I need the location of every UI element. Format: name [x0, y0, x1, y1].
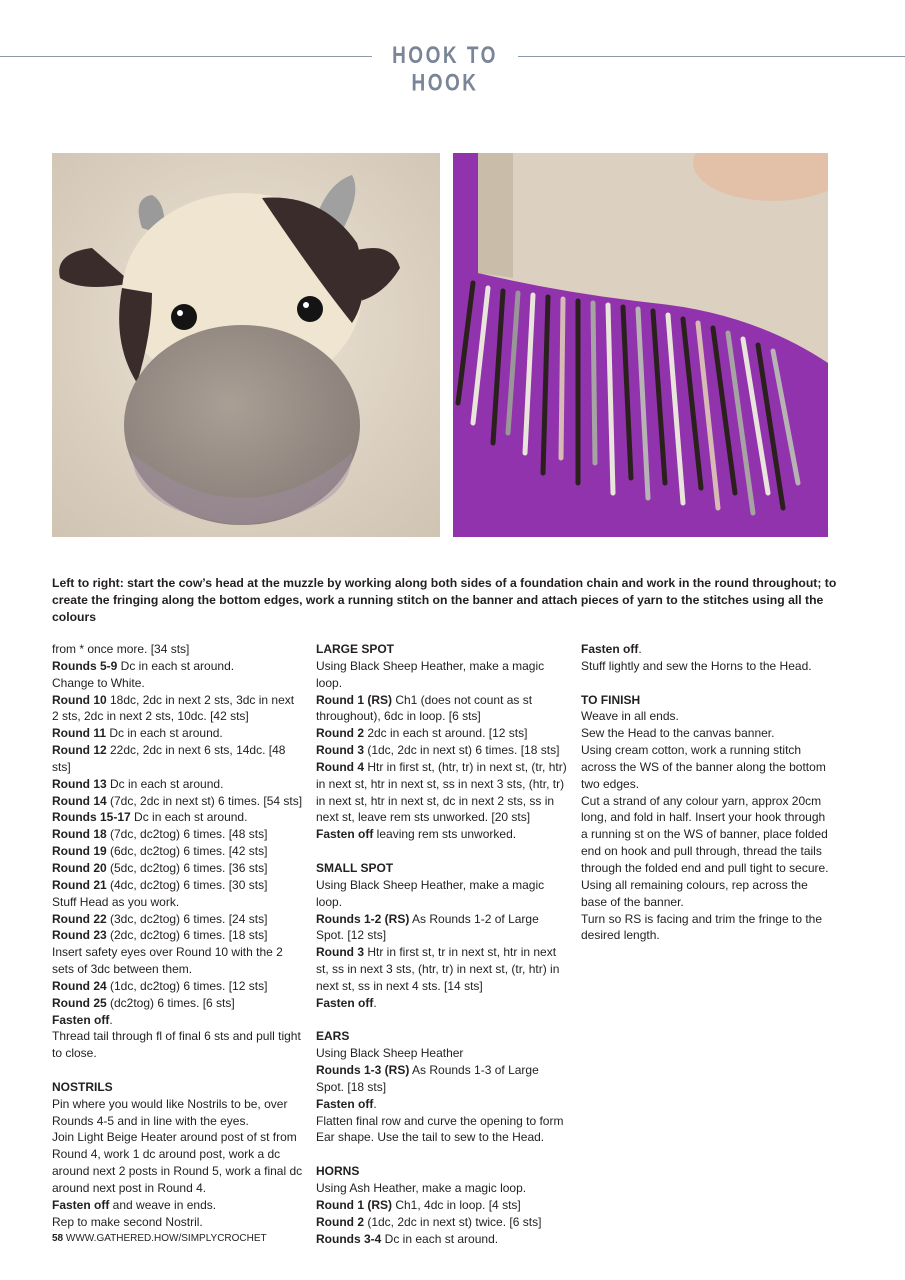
pattern-line	[52, 692, 304, 726]
instruction-text: Htr in first st, tr in next st, htr in next st, ss in next 3 sts, (htr, tr) in next st, (tr, htr) in next st, ss in next 4 sts. [14 sts]	[316, 945, 560, 993]
instruction-text: 18dc, 2dc in next 2 sts, 3dc in next 2 sts, 2dc in next 2 sts, 10dc. [42 sts]	[52, 692, 295, 724]
pattern-line	[316, 759, 568, 826]
round-label: Round 19	[52, 844, 107, 859]
instruction-text: Pin where you would like Nostrils to be, over Rounds 4-5 and in line with the eyes.	[52, 1096, 288, 1128]
pattern-line	[316, 658, 568, 692]
round-label: Round 2	[316, 1214, 364, 1229]
instruction-text: Change to White.	[52, 675, 145, 690]
round-label: Round 1 (RS)	[316, 692, 392, 707]
round-label: Rounds 1-2 (RS)	[316, 911, 410, 926]
round-label: Fasten off	[316, 827, 374, 842]
round-label: Round 22	[52, 911, 107, 926]
instruction-text: .	[109, 1012, 113, 1027]
round-label: Round 4	[316, 759, 364, 774]
pattern-line	[316, 1214, 568, 1231]
instruction-text: Thread tail through fl of final 6 sts and pull tight to close.	[52, 1029, 301, 1061]
pattern-line	[316, 1180, 568, 1197]
instruction-text: Using Ash Heather, make a magic loop.	[316, 1181, 527, 1195]
instruction-text: (1dc, 2dc in next st) twice. [6 sts]	[364, 1214, 542, 1229]
pattern-line	[581, 742, 833, 793]
instruction-text: (7dc, dc2tog) 6 times. [48 sts]	[106, 827, 268, 842]
instruction-text: Cut a strand of any colour yarn, approx 20cm long, and fold in half. Insert your hook through a running st on the WS of banner, place folded end on hook and pull through, thread the tails through the folded end and pull tight to secure.	[581, 793, 829, 875]
round-label: Rounds 3-4	[316, 1231, 382, 1246]
instruction-text: (1dc, 2dc in next st) 6 times. [18 sts]	[364, 743, 560, 758]
instruction-text: 2dc in each st around. [12 sts]	[364, 726, 528, 741]
pattern-line	[316, 1231, 568, 1248]
instruction-text: Dc in each st around.	[106, 726, 223, 741]
header-rule-right	[518, 56, 905, 57]
paragraph-gap	[316, 843, 568, 860]
round-label: Round 12	[52, 743, 107, 758]
pattern-line	[52, 843, 304, 860]
instruction-text: As Rounds 1-3 of Large Spot. [18 sts]	[316, 1063, 539, 1094]
pattern-line	[581, 725, 833, 742]
instruction-text: Rep to make second Nostril.	[52, 1214, 203, 1229]
round-label: Round 3	[316, 743, 364, 758]
instruction-text: Ch1 (does not count as st throughout), 6dc in loop. [6 sts]	[316, 692, 533, 724]
crochet-cow-head-photo	[52, 153, 440, 537]
round-label: Rounds 15-17	[52, 810, 131, 825]
instruction-text: Htr in first st, (htr, tr) in next st, (tr, htr) in next st, htr in next st, ss in next 3 sts, (htr, tr) in next st, htr in next st, dc in next 2 sts, ss in next st, leave rem sts unworked. [20 sts]	[316, 759, 567, 825]
pattern-line	[316, 911, 568, 945]
instruction-text: Using cream cotton, work a running stitch across the WS of the banner along the bottom two edges.	[581, 743, 826, 791]
pattern-line	[316, 944, 568, 995]
pattern-line	[52, 809, 304, 826]
instruction-text: Insert safety eyes over Round 10 with the 2 sets of 3dc between them.	[52, 945, 283, 977]
pattern-line	[52, 1028, 304, 1062]
pattern-line	[316, 1096, 568, 1113]
page-footer	[52, 1233, 267, 1244]
pattern-line	[316, 826, 568, 843]
pattern-column-3	[581, 641, 833, 944]
round-label: Round 18	[52, 827, 107, 842]
paragraph-gap	[316, 1146, 568, 1163]
photo-caption: Left to right: start the cow’s head at the muzzle by working along both sides of a foundation chain and work in the round throughout; to create the fringing along the bottom edges, work a running stitch on the banner and attach pieces of yarn to the stitches using all the colours	[52, 576, 837, 624]
instruction-text: Dc in each st around.	[130, 810, 248, 825]
instruction-text: (6dc, dc2tog) 6 times. [42 sts]	[106, 844, 268, 859]
round-label: Fasten off	[316, 995, 374, 1010]
pattern-line	[52, 894, 304, 911]
pattern-line	[316, 1062, 568, 1096]
round-label: Round 1 (RS)	[316, 1197, 392, 1212]
instruction-text: Using Black Sheep Heather, make a magic loop.	[316, 658, 545, 690]
round-label: Round 24	[52, 978, 107, 993]
instruction-text: Using Black Sheep Heather	[316, 1046, 464, 1061]
pattern-line	[316, 877, 568, 911]
pattern-line	[581, 911, 833, 945]
round-label: Round 21	[52, 877, 107, 892]
round-label: Fasten off	[52, 1197, 110, 1212]
pattern-column-1	[52, 641, 304, 1231]
round-label: Round 25	[52, 995, 107, 1010]
round-label: Round 14	[52, 793, 107, 808]
section-heading: TO FINISH	[581, 692, 641, 707]
pattern-line	[52, 1197, 304, 1214]
pattern-line	[52, 860, 304, 877]
pattern-line	[52, 793, 304, 810]
instruction-text: .	[373, 995, 377, 1010]
instruction-text: (7dc, 2dc in next st) 6 times. [54 sts]	[106, 793, 303, 808]
instruction-text: leaving rem sts unworked.	[373, 827, 517, 842]
instruction-text: (4dc, dc2tog) 6 times. [30 sts]	[106, 877, 268, 892]
pattern-line	[316, 1045, 568, 1062]
pattern-line	[581, 708, 833, 725]
header-rule-left	[0, 56, 372, 57]
instruction-text: Turn so RS is facing and trim the fringe to the desired length.	[581, 911, 823, 943]
pattern-line	[52, 725, 304, 742]
instruction-text: from * once more. [34 sts]	[52, 642, 190, 656]
pattern-line	[581, 641, 833, 658]
round-label: Round 3	[316, 945, 364, 960]
instruction-text: (1dc, dc2tog) 6 times. [12 sts]	[106, 978, 268, 993]
instruction-text: Using all remaining colours, rep across the base of the banner.	[581, 877, 808, 909]
section-heading: LARGE SPOT	[316, 642, 395, 656]
instruction-text: 22dc, 2dc in next 6 sts, 14dc. [48 sts]	[52, 743, 286, 774]
round-label: Round 11	[52, 726, 107, 741]
round-label: Fasten off	[581, 642, 639, 656]
pattern-line	[52, 1012, 304, 1029]
instruction-text: and weave in ends.	[109, 1197, 217, 1212]
instruction-text: (2dc, dc2tog) 6 times. [18 sts]	[106, 928, 268, 943]
pattern-line	[52, 658, 304, 675]
instruction-text: Using Black Sheep Heather, make a magic loop.	[316, 877, 545, 909]
section-title: HOOK TO HOOK	[392, 43, 498, 97]
instruction-text: As Rounds 1-2 of Large Spot. [12 sts]	[316, 911, 539, 943]
page-number: 58	[52, 1233, 64, 1244]
section-heading: HORNS	[316, 1164, 360, 1179]
pattern-line	[316, 1197, 568, 1214]
pattern-line	[316, 725, 568, 742]
pattern-line	[52, 978, 304, 995]
pattern-line	[52, 1129, 304, 1196]
round-label: Round 2	[316, 726, 364, 741]
pattern-line	[52, 944, 304, 978]
instruction-text: Join Light Beige Heater around post of st from Round 4, work 1 dc around post, work a dc around next 2 posts in Round 5, work a final dc around next post in Round 4.	[52, 1130, 303, 1195]
paragraph-gap	[316, 1012, 568, 1029]
yarn-fringe-photo	[453, 153, 828, 537]
pattern-line	[581, 877, 833, 911]
pattern-line	[52, 1096, 304, 1130]
instruction-text: Ch1, 4dc in loop. [4 sts]	[392, 1197, 521, 1212]
instruction-text: Dc in each st around.	[381, 1231, 499, 1246]
pattern-line	[52, 675, 304, 692]
round-label: Rounds 1-3 (RS)	[316, 1063, 410, 1078]
pattern-line	[316, 1113, 568, 1147]
pattern-line	[581, 658, 833, 675]
pattern-line	[52, 641, 304, 658]
round-label: Round 13	[52, 776, 107, 791]
footer-url: WWW.GATHERED.HOW/SIMPLYCROCHET	[63, 1233, 267, 1244]
section-heading: SMALL SPOT	[316, 860, 394, 875]
pattern-line	[52, 927, 304, 944]
round-label: Fasten off	[52, 1012, 110, 1027]
round-label: Round 23	[52, 928, 107, 943]
paragraph-gap	[581, 675, 833, 692]
section-heading: NOSTRILS	[52, 1079, 113, 1094]
instruction-text: .	[638, 642, 642, 656]
instruction-text: Dc in each st around.	[106, 776, 224, 791]
pattern-line	[52, 826, 304, 843]
round-label: Rounds 5-9	[52, 658, 118, 673]
instruction-text: Dc in each st around.	[117, 658, 235, 673]
section-heading: EARS	[316, 1029, 350, 1044]
round-label: Round 20	[52, 860, 107, 875]
instruction-text: (5dc, dc2tog) 6 times. [36 sts]	[106, 860, 268, 875]
pattern-line	[52, 742, 304, 776]
pattern-line	[52, 911, 304, 928]
pattern-line	[52, 776, 304, 793]
instruction-text: Flatten final row and curve the opening to form Ear shape. Use the tail to sew to the Head.	[316, 1113, 564, 1145]
instruction-text: (dc2tog) 6 times. [6 sts]	[106, 995, 235, 1010]
pattern-column-2	[316, 641, 568, 1247]
pattern-line	[581, 793, 833, 877]
instruction-text: (3dc, dc2tog) 6 times. [24 sts]	[106, 911, 268, 926]
round-label: Fasten off	[316, 1096, 374, 1111]
instruction-text: Stuff lightly and sew the Horns to the Head.	[581, 658, 812, 673]
pattern-line	[52, 877, 304, 894]
instruction-text: Sew the Head to the canvas banner.	[581, 726, 775, 741]
pattern-line	[316, 995, 568, 1012]
instruction-text: Weave in all ends.	[581, 709, 679, 724]
round-label: Round 10	[52, 692, 107, 707]
pattern-line	[52, 995, 304, 1012]
instruction-text: Stuff Head as you work.	[52, 894, 180, 909]
pattern-line	[316, 692, 568, 726]
pattern-line	[52, 1214, 304, 1231]
paragraph-gap	[52, 1062, 304, 1079]
pattern-line	[316, 742, 568, 759]
instruction-text: .	[373, 1096, 377, 1111]
